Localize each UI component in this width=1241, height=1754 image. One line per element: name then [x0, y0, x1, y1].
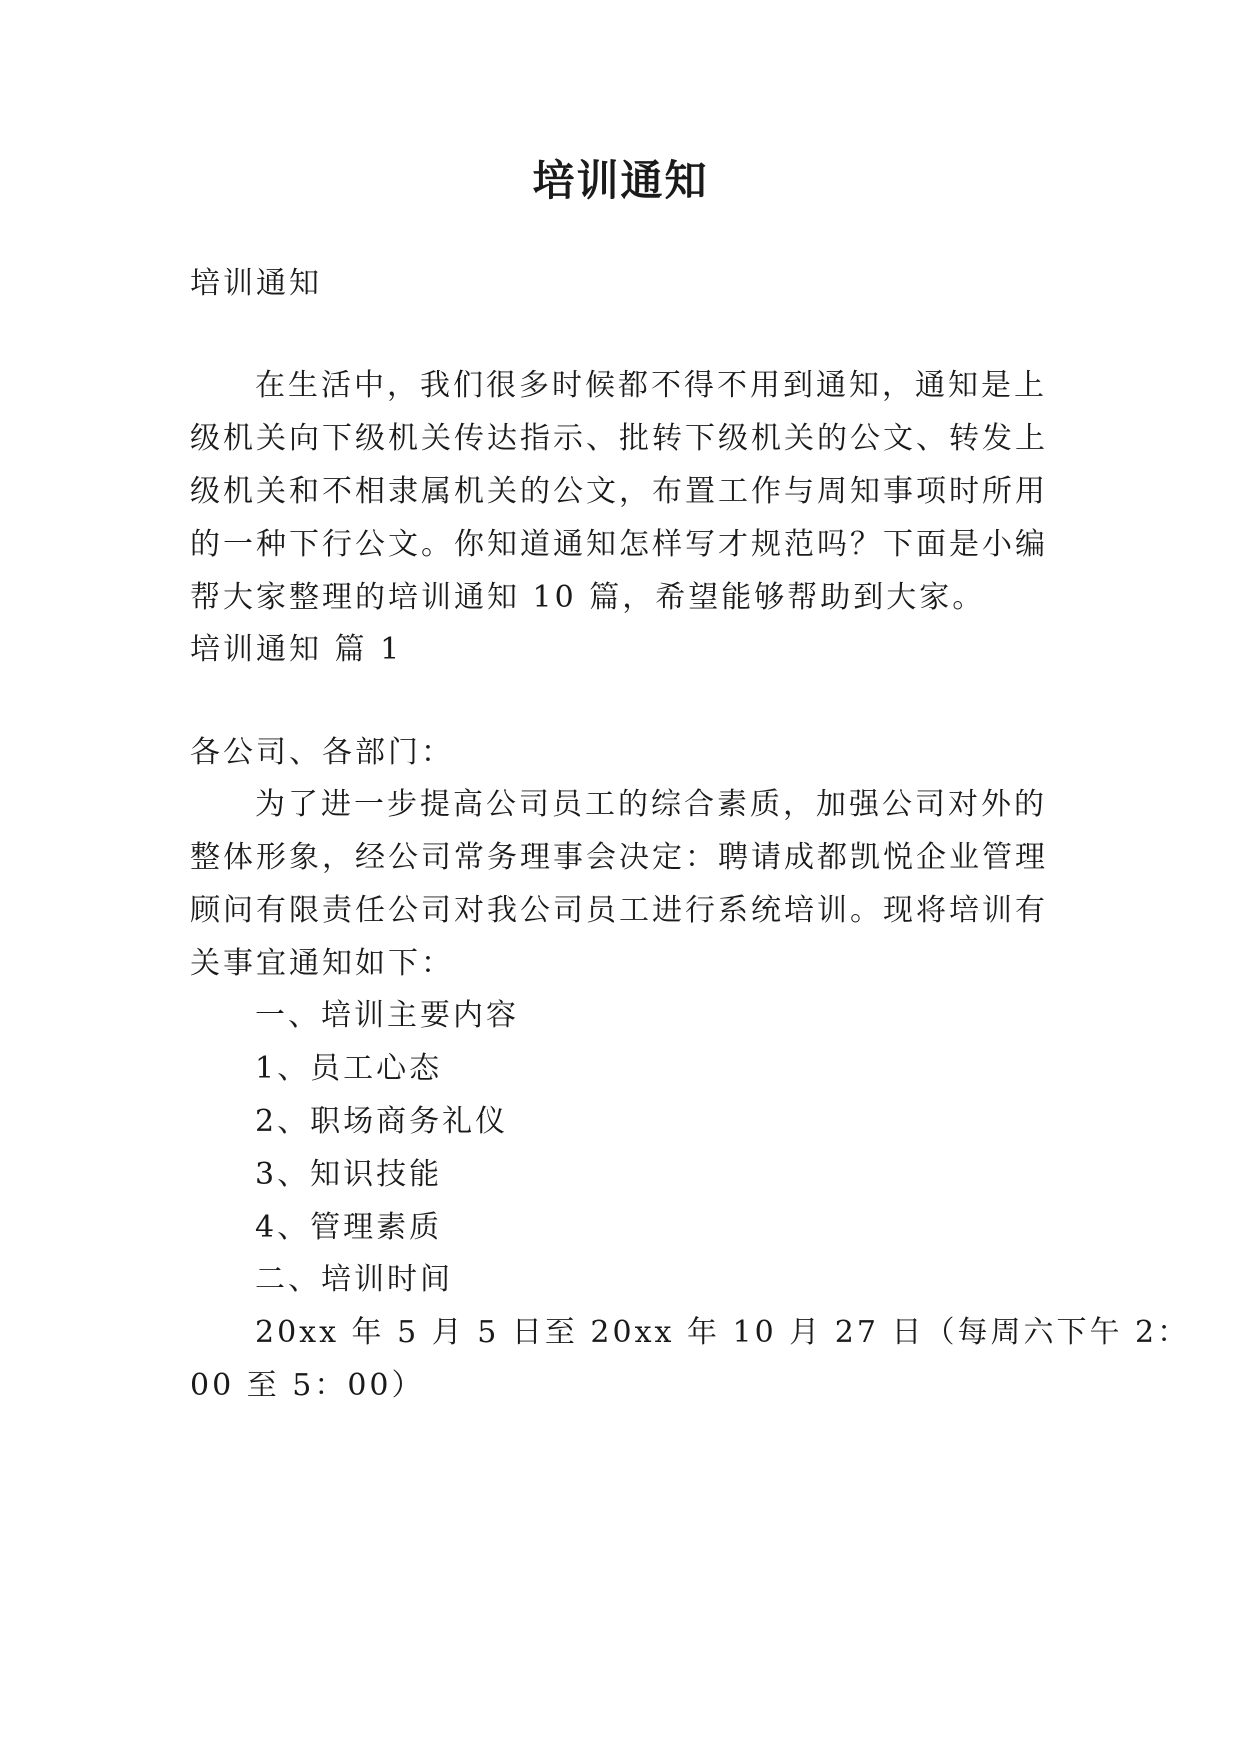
intro-line-5: 帮大家整理的培训通知 10 篇，希望能够帮助到大家。	[190, 580, 986, 615]
body-line-1: 为了进一步提高公司员工的综合素质，加强公司对外的	[255, 787, 1047, 822]
salutation: 各公司、各部门：	[190, 735, 454, 770]
intro-line-1: 在生活中，我们很多时候都不得不用到通知，通知是上	[255, 368, 1047, 403]
body-line-4: 关事宜通知如下：	[190, 946, 454, 981]
time-line-2: 00 至 5：00）	[190, 1368, 425, 1403]
content-heading: 一、培训主要内容	[255, 998, 519, 1033]
content-item-4: 4、管理素质	[255, 1210, 443, 1245]
body-line-2: 整体形象，经公司常务理事会决定：聘请成都凯悦企业管理	[190, 840, 1048, 875]
content-item-1: 1、员工心态	[255, 1051, 443, 1086]
content-item-2: 2、职场商务礼仪	[255, 1104, 509, 1139]
document-title: 培训通知	[532, 156, 709, 205]
body-line-3: 顾问有限责任公司对我公司员工进行系统培训。现将培训有	[190, 893, 1048, 928]
time-heading: 二、培训时间	[255, 1262, 453, 1297]
time-line-1: 20xx 年 5 月 5 日至 20xx 年 10 月 27 日（每周六下午 2：	[255, 1315, 1191, 1350]
intro-line-2: 级机关向下级机关传达指示、批转下级机关的公文、转发上	[190, 421, 1048, 456]
content-item-3: 3、知识技能	[255, 1157, 443, 1192]
section-heading: 培训通知 篇 1	[190, 632, 403, 667]
document-subtitle: 培训通知	[190, 266, 322, 301]
intro-line-4: 的一种下行公文。你知道通知怎样写才规范吗？下面是小编	[190, 527, 1048, 562]
intro-line-3: 级机关和不相隶属机关的公文，布置工作与周知事项时所用	[190, 474, 1048, 509]
